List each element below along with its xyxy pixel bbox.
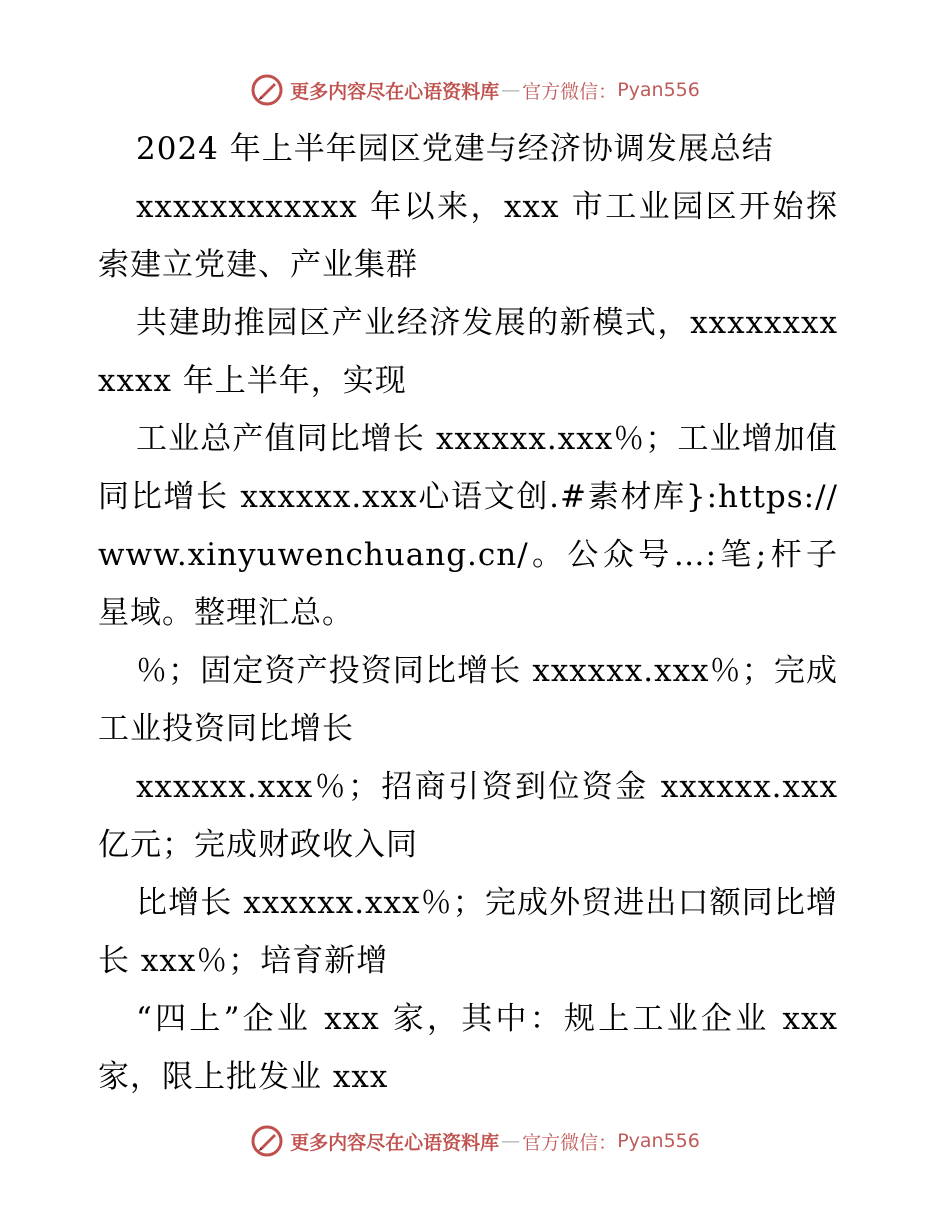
- paragraph-7: “四上”企业 xxx 家，其中：规上工业企业 xxx 家，限上批发业 xxx: [98, 1001, 838, 1095]
- header-watermark-banner: [0, 70, 950, 110]
- banner-main-text: 更多内容尽在心语资料库: [290, 1131, 500, 1154]
- banner-separator: —: [501, 79, 521, 101]
- quill-logo-icon: [250, 73, 284, 107]
- banner-sub-text: 官方微信：: [522, 80, 618, 103]
- document-title: 2024 年上半年园区党建与经济协调发展总结: [136, 131, 774, 167]
- banner-wechat-id: Pyan556: [617, 1130, 700, 1152]
- footer-watermark-banner: [0, 1121, 950, 1161]
- paragraph-2: 共建助推园区产业经济发展的新模式，xxxxxxxxxxxx 年上半年，实现: [98, 305, 838, 399]
- document-body: [98, 120, 838, 1106]
- paragraph-6: 比增长 xxxxxx.xxx％；完成外贸进出口额同比增长 xxx％；培育新增: [98, 885, 838, 979]
- paragraph-5: xxxxxx.xxx％；招商引资到位资金 xxxxxx.xxx 亿元；完成财政收入同: [98, 769, 838, 863]
- banner-sub-text: 官方微信：: [522, 1131, 618, 1154]
- banner-wechat-id: Pyan556: [617, 79, 700, 101]
- quill-logo-icon: [250, 1124, 284, 1158]
- paragraph-4: ％；固定资产投资同比增长 xxxxxx.xxx％；完成工业投资同比增长: [98, 653, 838, 747]
- paragraph-3: 工业总产值同比增长 xxxxxx.xxx％；工业增加值同比增长 xxxxxx.xxx心语文创.#素材库}:https://www.xinyuwenchuang.cn/。公众号…:笔;杆子星域。整理汇总。: [98, 421, 838, 631]
- banner-separator: —: [501, 1130, 521, 1152]
- banner-main-text: 更多内容尽在心语资料库: [290, 80, 500, 103]
- paragraph-1: xxxxxxxxxxxx 年以来，xxx 市工业园区开始探索建立党建、产业集群: [98, 189, 838, 283]
